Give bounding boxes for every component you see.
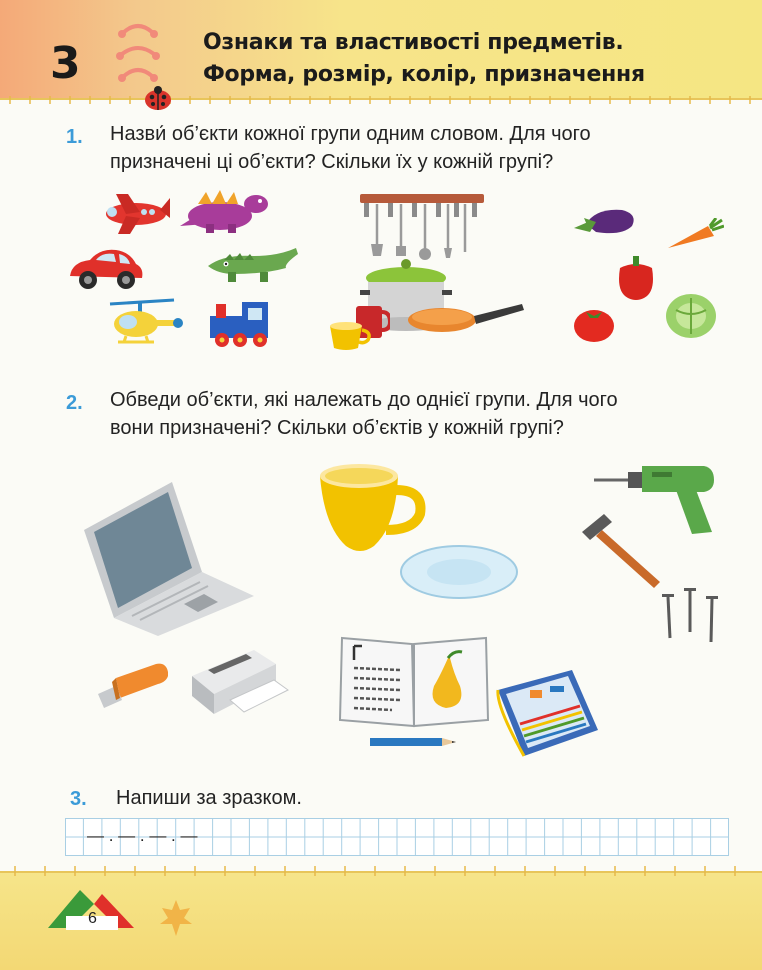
pencil-icon [368, 734, 460, 750]
bell-pepper-icon [612, 252, 660, 302]
task2-text-line1: Обведи об’єкти, які належать до однієї групи. Для чого [110, 389, 618, 411]
eggplant-icon [566, 204, 638, 244]
task1-number: 1. [66, 126, 83, 148]
task1-text-line2: призначені ці об’єкти? Скільки їх у кожній групі? [110, 151, 554, 173]
page-number: 6 [88, 910, 97, 927]
helicopter-toy-icon [104, 296, 184, 354]
carrot-icon [666, 218, 724, 250]
airplane-toy-icon [100, 188, 172, 238]
writing-grid[interactable] [65, 818, 729, 856]
saucer-icon [398, 544, 520, 600]
cup-icon [328, 320, 372, 354]
printer-icon [190, 646, 290, 718]
nails-icon [660, 586, 722, 644]
laptop-icon [80, 478, 256, 638]
crocodile-toy-icon [204, 240, 300, 286]
task1-text-line1: Назви́ об’єкти кожної групи одним словом. Для чого [110, 123, 591, 145]
pencil-case-icon [494, 666, 602, 760]
dinosaur-toy-icon [176, 186, 272, 234]
page-title-line2: Форма, розмір, колір, призначення [203, 62, 645, 87]
book-icon [336, 634, 490, 730]
usb-drive-icon [92, 660, 172, 710]
footer-stitch-edge [0, 864, 762, 876]
teacup-icon [316, 460, 428, 556]
page-title-line1: Ознаки та властивості предметів. [203, 30, 624, 55]
ladybug-icon [138, 84, 178, 112]
task3-text: Напиши за зразком. [116, 787, 302, 809]
task2-text-line2: вони призначені? Скільки об’єктів у кожній групі? [110, 417, 564, 439]
tomato-icon [572, 304, 616, 344]
train-toy-icon [206, 294, 276, 350]
lesson-number: 3 [50, 38, 81, 89]
cabbage-icon [664, 290, 718, 340]
writing-sample: — . — . — . — [87, 826, 198, 845]
leaf-icon [158, 898, 194, 938]
task2-number: 2. [66, 392, 83, 414]
frying-pan-icon [406, 298, 526, 338]
task3-number: 3. [70, 788, 87, 810]
kitchen-utensils-icon [358, 190, 488, 262]
car-toy-icon [66, 242, 146, 294]
hammer-icon [580, 512, 664, 588]
